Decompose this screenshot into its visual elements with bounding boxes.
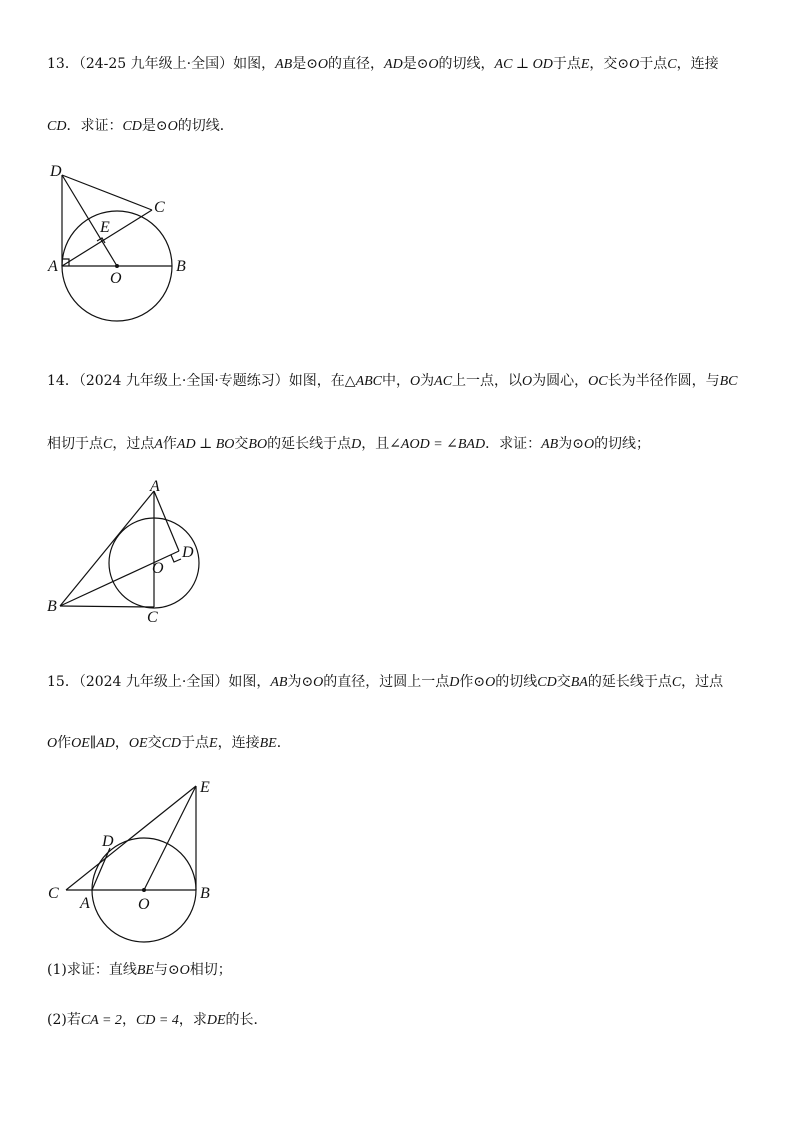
segment-dc [62, 175, 152, 210]
q15-sub1 [47, 960, 232, 981]
math: A [154, 437, 163, 452]
math: BE [136, 963, 154, 978]
text: 作 [459, 674, 474, 690]
text: 上一点，以 [452, 373, 523, 389]
text: 的切线． [177, 118, 234, 134]
segment-ad [154, 491, 179, 551]
label-b: B [176, 258, 186, 275]
text: ．求证： [66, 118, 123, 134]
math: AD ⊥ BO [176, 437, 235, 452]
text: ， [114, 735, 129, 751]
math: △ABC [344, 374, 383, 389]
math: ⊙O [416, 57, 439, 72]
math: O [522, 374, 533, 389]
q15-stem-line2 [47, 733, 291, 754]
text: 的切线 [495, 674, 538, 690]
text: 与 [153, 962, 168, 978]
text: 于点 [181, 735, 210, 751]
label-o: O [152, 560, 164, 577]
tangent-ce [66, 786, 196, 890]
text: 14．（2024 九年级上·全国·专题练习）如图，在 [47, 373, 345, 389]
math: OC [588, 374, 608, 389]
text: (2)若 [47, 1012, 81, 1028]
math: CD [161, 736, 182, 751]
text: 为 [420, 373, 435, 389]
label-o: O [110, 270, 122, 287]
text: ． [276, 735, 291, 751]
label-a: A [48, 258, 58, 275]
math: OE [128, 736, 148, 751]
text: 于点 [639, 56, 668, 72]
text: 交 [147, 735, 162, 751]
q13-stem-line2 [47, 116, 234, 137]
math: C [667, 57, 677, 72]
math: DE [206, 1013, 226, 1028]
label-e: E [200, 779, 210, 796]
text: 的切线， [438, 56, 495, 72]
text: ，过点 [112, 436, 155, 452]
label-a: A [80, 895, 90, 912]
math: C [671, 675, 682, 690]
math: E [209, 736, 218, 751]
math: ⊙O [572, 437, 595, 452]
math: BO [248, 437, 268, 452]
text: ，过点 [681, 674, 724, 690]
text: 的延长线于点 [267, 436, 352, 452]
math: O [410, 374, 421, 389]
text: 的延长线于点 [587, 674, 672, 690]
math: ⊙O [167, 963, 190, 978]
q13-stem-line1 [47, 54, 719, 75]
text: 为圆心， [532, 373, 589, 389]
math: AB [275, 57, 293, 72]
math: CD [537, 675, 557, 690]
text: ，连接 [676, 56, 719, 72]
q14-stem-line1 [47, 371, 738, 392]
math: CD = 4 [135, 1013, 179, 1028]
text: 交 [556, 674, 571, 690]
text: 作 [162, 436, 177, 452]
text: 为 [558, 436, 573, 452]
math: AB [541, 437, 559, 452]
text: ，求 [178, 1012, 207, 1028]
q13-figure [40, 155, 210, 330]
label-a: A [150, 478, 160, 495]
text: ，连接 [217, 735, 260, 751]
text: 是 [402, 56, 417, 72]
math: BA [570, 675, 588, 690]
math: CD [122, 119, 142, 134]
label-b: B [47, 598, 57, 615]
text: 的切线； [594, 436, 651, 452]
text: 是 [292, 56, 307, 72]
text: 作 [57, 735, 72, 751]
label-b: B [200, 885, 210, 902]
text: ，且 [361, 436, 390, 452]
math: BE [259, 736, 277, 751]
label-c: C [48, 885, 59, 902]
math: E [580, 57, 590, 72]
text: 是 [141, 118, 156, 134]
text: 中， [382, 373, 411, 389]
text: 的长． [225, 1012, 268, 1028]
segment-ab [60, 491, 154, 606]
text: 相切； [189, 962, 232, 978]
q14-stem-line2 [47, 434, 650, 455]
text: 的直径， [328, 56, 385, 72]
right-angle-d [171, 555, 181, 562]
math: ⊙O [617, 57, 640, 72]
q15-figure [40, 772, 230, 952]
text: 为 [287, 674, 302, 690]
label-o: O [138, 896, 150, 913]
label-c: C [147, 609, 158, 626]
math: D [351, 437, 362, 452]
math: AC ⊥ OD [494, 57, 553, 72]
math: ⊙O [155, 119, 178, 134]
math: ⊙O [306, 57, 329, 72]
text: ， [121, 1012, 136, 1028]
text: 于点 [552, 56, 581, 72]
text: (1)求证：直线 [47, 962, 137, 978]
math: D [449, 675, 460, 690]
label-c: C [154, 199, 165, 216]
text: ．求证： [485, 436, 542, 452]
label-d: D [50, 163, 62, 180]
math: AB [270, 675, 288, 690]
math: O [47, 736, 58, 751]
text: 长为半径作圆，与 [607, 373, 720, 389]
center-point [115, 264, 119, 268]
math: BC [719, 374, 738, 389]
math: AD [384, 57, 403, 72]
label-d: D [102, 833, 114, 850]
math: C [103, 437, 113, 452]
math: CD [47, 119, 67, 134]
math: OE∥AD [71, 736, 115, 751]
text: 15．（2024 九年级上·全国）如图， [47, 674, 271, 690]
label-e: E [100, 219, 110, 236]
text: 的直径，过圆上一点 [323, 674, 450, 690]
q15-stem-line1 [47, 672, 723, 693]
math: CA = 2 [80, 1013, 122, 1028]
text: 交 [234, 436, 249, 452]
label-d: D [182, 544, 194, 561]
q14-figure [40, 475, 210, 630]
segment-ad [92, 848, 110, 890]
math: ⊙O [301, 675, 324, 690]
math: AC [434, 374, 453, 389]
text: 相切于点 [47, 436, 103, 452]
center-point [142, 888, 146, 892]
text: 13．（24-25 九年级上·全国）如图， [47, 56, 276, 72]
text: ，交 [589, 56, 618, 72]
q15-sub2 [47, 1010, 268, 1031]
math: ∠AOD = ∠BAD [389, 437, 486, 452]
math: ⊙O [473, 675, 496, 690]
